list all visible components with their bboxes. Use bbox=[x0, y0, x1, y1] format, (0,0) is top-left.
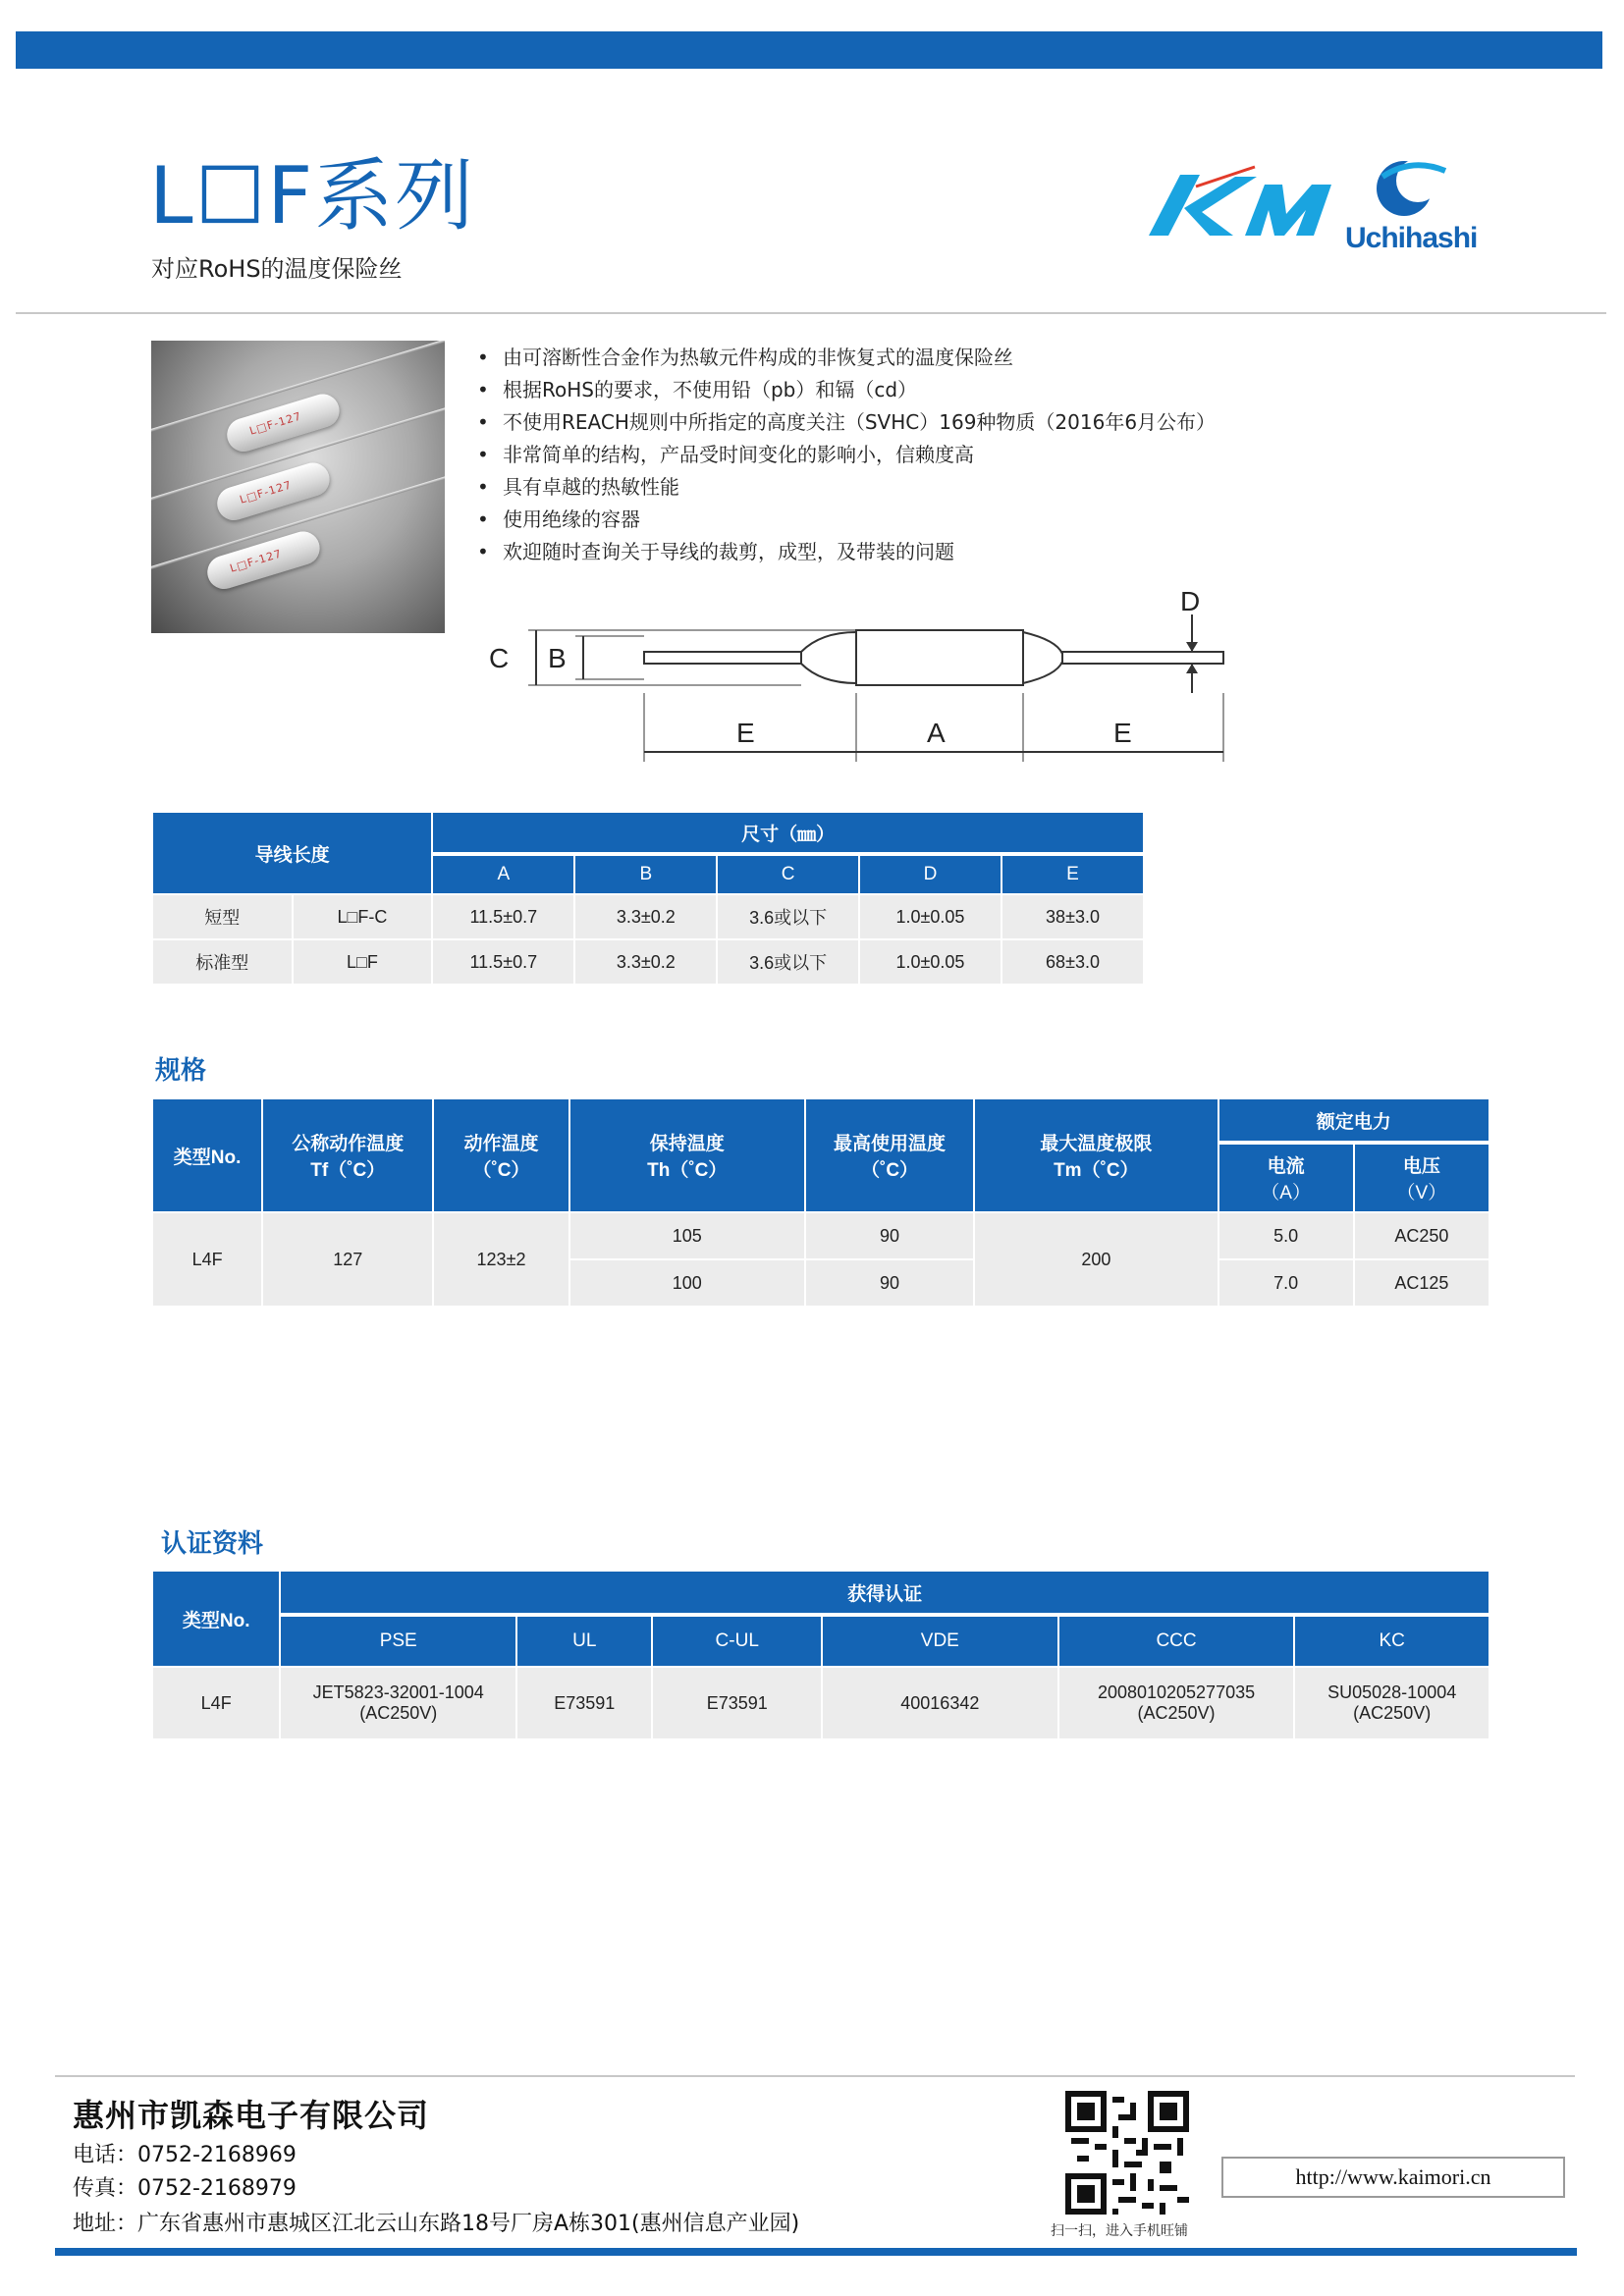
page-subtitle: 对应RoHS的温度保险丝 bbox=[151, 255, 403, 283]
col-header: CCC bbox=[1059, 1615, 1294, 1668]
bullet: • bbox=[477, 507, 489, 531]
feature-item: • 根据RoHS的要求，不使用铅（pb）和镉（cd） bbox=[477, 374, 1223, 406]
feature-item: • 非常简单的结构，产品受时间变化的影响小，信赖度高 bbox=[477, 439, 1223, 471]
bullet: • bbox=[477, 378, 489, 401]
fax: 传真：0752-2168979 bbox=[73, 2176, 297, 2201]
col-header: B bbox=[575, 854, 716, 895]
max-temp-limit-cell: 200 bbox=[975, 1213, 1217, 1308]
type-no-header: 类型No. bbox=[153, 1570, 279, 1668]
table-row: 100 90 7.0 AC125 bbox=[153, 1260, 1489, 1308]
col-header: C bbox=[718, 854, 858, 895]
table-row: 标准型 L□F 11.5±0.7 3.3±0.2 3.6或以下 1.0±0.05 68±3.0 bbox=[153, 940, 1143, 986]
header-divider bbox=[16, 312, 1606, 314]
label-e-left: E bbox=[736, 718, 755, 748]
company-name: 惠州市凯森电子有限公司 bbox=[73, 2097, 430, 2134]
address: 地址：广东省惠州市惠城区江北云山东路18号厂房A栋301(惠州信息产业园) bbox=[73, 2212, 800, 2236]
top-bar bbox=[16, 31, 1602, 69]
feature-item: • 具有卓越的热敏性能 bbox=[477, 471, 1223, 504]
rated-power-header: 额定电力 bbox=[1219, 1097, 1489, 1143]
model-cell: L4F bbox=[153, 1213, 261, 1308]
bullet: • bbox=[477, 410, 489, 434]
col-header: D bbox=[860, 854, 1001, 895]
qr-caption: 扫一扫，进入手机旺铺 bbox=[1051, 2223, 1188, 2239]
label-e-right: E bbox=[1113, 718, 1132, 748]
feature-item: • 不使用REACH规则中所指定的高度关注（SVHC）169种物质（2016年6月公布） bbox=[477, 406, 1223, 439]
operating-temp-header: 动作温度 （˚C） bbox=[434, 1097, 568, 1213]
nominal-temp-cell: 127 bbox=[263, 1213, 432, 1308]
label-d: D bbox=[1180, 586, 1201, 616]
type-no-header: 类型No. bbox=[153, 1097, 261, 1213]
nominal-temp-header: 公称动作温度 Tf（˚C） bbox=[263, 1097, 432, 1213]
col-header: KC bbox=[1295, 1615, 1489, 1668]
cert-section-label: 认证资料 bbox=[161, 1529, 264, 1559]
bottom-bar bbox=[55, 2248, 1577, 2256]
feature-item: • 由可溶断性合金作为热敏元件构成的非恢复式的温度保险丝 bbox=[477, 342, 1223, 374]
col-header: UL bbox=[517, 1615, 651, 1668]
fuse-print: L□F-127 bbox=[228, 547, 284, 575]
uchihashi-emblem bbox=[1343, 147, 1481, 216]
feature-list bbox=[477, 342, 1223, 568]
bullet: • bbox=[477, 443, 489, 466]
dimension-table bbox=[151, 811, 1145, 986]
col-header: VDE bbox=[823, 1615, 1057, 1668]
uchihashi-logo-text: Uchihashi bbox=[1345, 222, 1478, 254]
cert-table bbox=[151, 1570, 1490, 1740]
feature-item: • 欢迎随时查询关于导线的裁剪，成型，及带装的问题 bbox=[477, 536, 1223, 568]
label-c: C bbox=[489, 643, 510, 673]
page-title: L☐F系列 bbox=[149, 150, 476, 241]
holding-temp-header: 保持温度 Th（˚C） bbox=[570, 1097, 804, 1213]
table-row: L4F 127 123±2 105 90 200 5.0 AC250 bbox=[153, 1213, 1489, 1260]
fuse-print: L□F-127 bbox=[238, 478, 294, 507]
model-cell: L4F bbox=[153, 1668, 279, 1740]
voltage-header: 电压 （V） bbox=[1355, 1143, 1489, 1213]
fuse-print: L□F-127 bbox=[247, 409, 303, 438]
bullet: • bbox=[477, 475, 489, 499]
km-logo bbox=[1139, 157, 1335, 245]
max-use-temp-header: 最高使用温度 （˚C） bbox=[806, 1097, 973, 1213]
product-photo bbox=[151, 341, 445, 633]
label-b: B bbox=[548, 643, 567, 673]
col-header: C-UL bbox=[653, 1615, 821, 1668]
table-row: 短型 L□F-C 11.5±0.7 3.3±0.2 3.6或以下 1.0±0.05 38±3.0 bbox=[153, 895, 1143, 940]
lead-length-header: 导线长度 bbox=[153, 811, 431, 895]
footer-divider bbox=[55, 2075, 1575, 2077]
obtained-cert-header: 获得认证 bbox=[281, 1570, 1489, 1615]
size-header: 尺寸（㎜） bbox=[433, 811, 1143, 854]
feature-item: • 使用绝缘的容器 bbox=[477, 504, 1223, 536]
label-a: A bbox=[927, 718, 946, 748]
bullet: • bbox=[477, 346, 489, 369]
current-header: 电流 （A） bbox=[1219, 1143, 1353, 1213]
spec-section-label: 规格 bbox=[155, 1056, 207, 1086]
website-link[interactable]: http://www.kaimori.cn bbox=[1221, 2157, 1565, 2198]
bullet: • bbox=[477, 540, 489, 563]
col-header: PSE bbox=[281, 1615, 515, 1668]
dimension-drawing bbox=[477, 585, 1263, 772]
col-header: E bbox=[1002, 854, 1143, 895]
phone: 电话：0752-2168969 bbox=[73, 2143, 297, 2167]
operating-temp-cell: 123±2 bbox=[434, 1213, 568, 1308]
max-temp-limit-header: 最大温度极限 Tm（˚C） bbox=[975, 1097, 1217, 1213]
table-row: L4F JET5823-32001-1004 (AC250V) E73591 E73591 40016342 2008010205277035 (AC250V) SU05028-10004 (AC250V) bbox=[153, 1668, 1489, 1740]
spec-table bbox=[151, 1097, 1490, 1308]
col-header: A bbox=[433, 854, 573, 895]
qr-code[interactable] bbox=[1065, 2091, 1189, 2215]
